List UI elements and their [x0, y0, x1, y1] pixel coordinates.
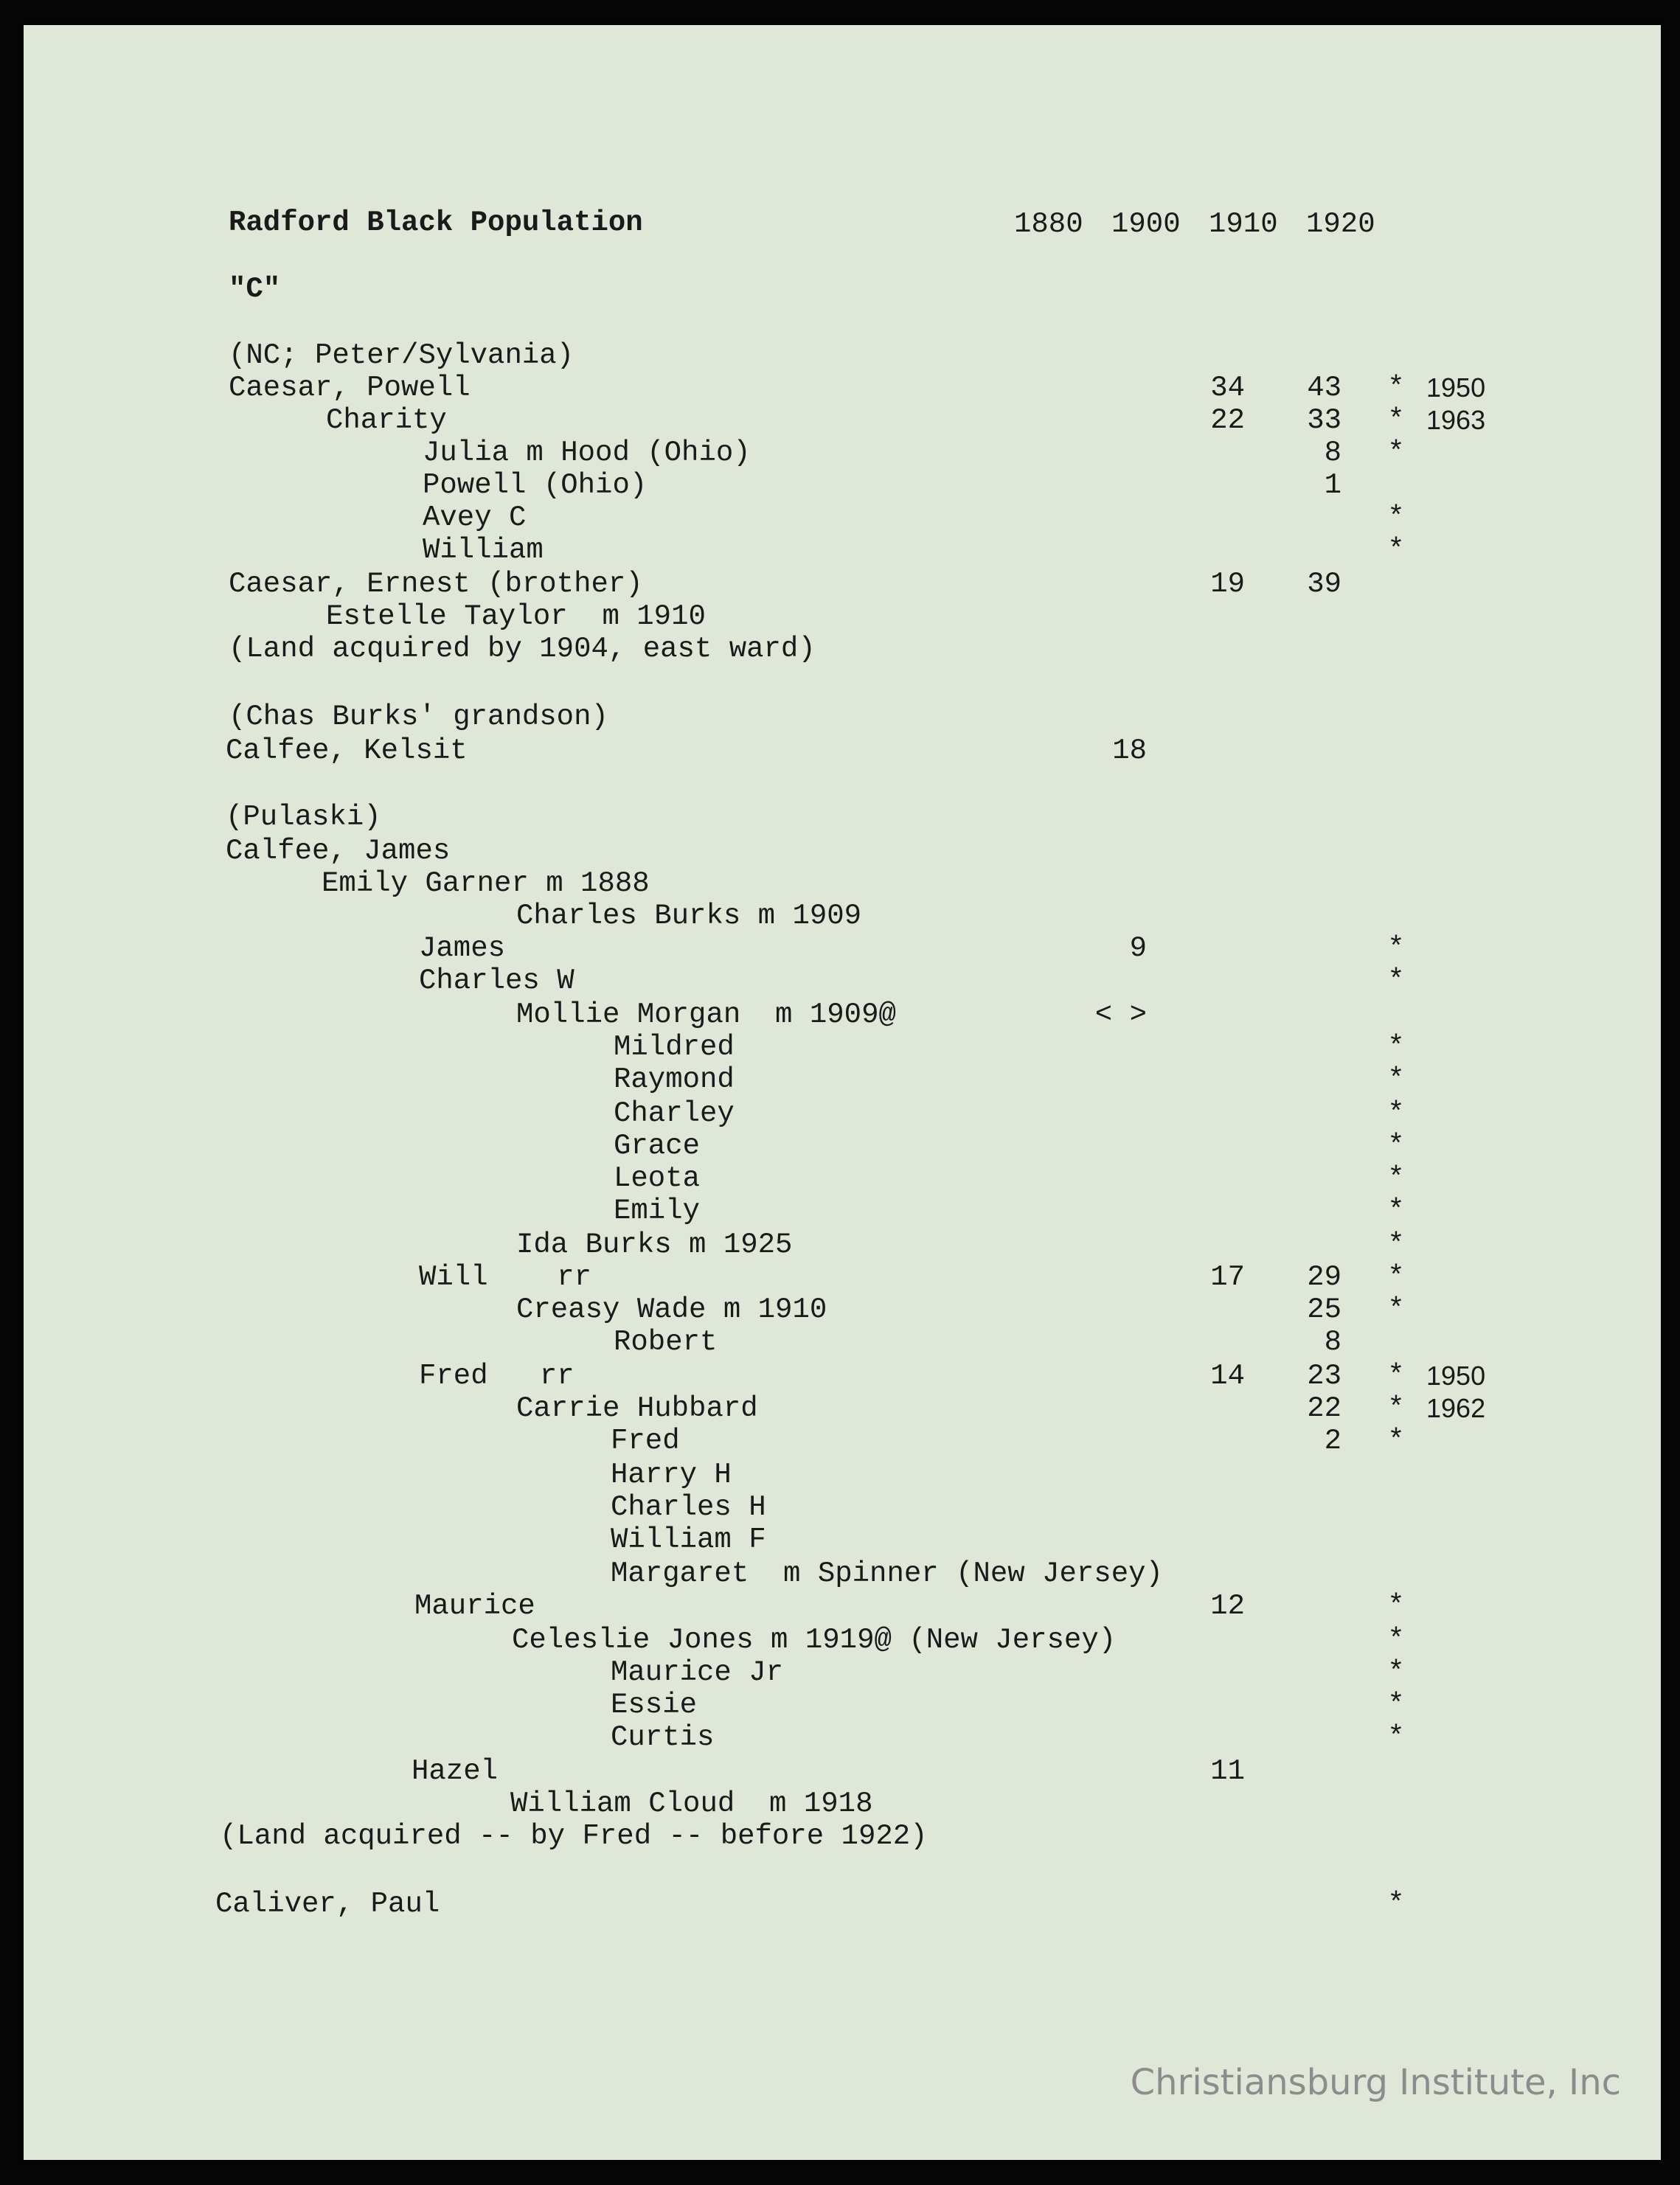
entry-text: Ida Burks m 1925	[516, 1229, 793, 1261]
entry-text: Fred	[611, 1425, 680, 1457]
value-1910: 12	[1210, 1590, 1245, 1622]
entry-text: Curtis	[611, 1721, 715, 1754]
asterisk-mark: *	[1387, 1130, 1405, 1162]
entry-text: (Chas Burks' grandson)	[229, 701, 608, 733]
entry-text: Julia m Hood (Ohio)	[423, 437, 751, 469]
entry-text: (Land acquired -- by Fred -- before 1922)	[220, 1820, 928, 1852]
entry-text: Calfee, Kelsit	[226, 734, 468, 767]
later-year: 1963	[1426, 405, 1486, 435]
year-header-1920: 1920	[1306, 208, 1375, 240]
entry-text: Emily	[614, 1195, 701, 1227]
page-title: Radford Black Population	[229, 206, 643, 239]
asterisk-mark: *	[1387, 932, 1405, 965]
entry-text: William	[423, 534, 544, 566]
asterisk-mark: *	[1387, 1888, 1405, 1920]
year-header-1910: 1910	[1209, 208, 1278, 240]
value-1920: 25	[1307, 1293, 1341, 1326]
entry-text: Mollie Morgan m 1909@	[516, 998, 896, 1031]
asterisk-mark: *	[1387, 1261, 1405, 1293]
asterisk-mark: *	[1387, 1293, 1405, 1326]
asterisk-mark: *	[1387, 1031, 1405, 1063]
entry-text: Caesar, Powell	[229, 372, 471, 404]
asterisk-mark: *	[1387, 1195, 1405, 1227]
asterisk-mark: *	[1387, 372, 1405, 404]
entry-text: Charles H	[611, 1491, 766, 1524]
entry-text: William Cloud m 1918	[510, 1788, 873, 1820]
asterisk-mark: *	[1387, 1721, 1405, 1754]
entry-text: Hazel	[412, 1755, 499, 1788]
value-1900: < >	[1094, 998, 1147, 1031]
entry-text: Will rr	[419, 1261, 592, 1293]
entry-text: Maurice Jr	[611, 1656, 784, 1689]
year-header-1880: 1880	[1014, 208, 1083, 240]
year-header-1900: 1900	[1111, 208, 1181, 240]
value-1920: 1	[1324, 469, 1341, 501]
asterisk-mark: *	[1387, 1425, 1405, 1457]
asterisk-mark: *	[1387, 1624, 1405, 1656]
asterisk-mark: *	[1387, 1689, 1405, 1721]
asterisk-mark: *	[1387, 1360, 1405, 1392]
entry-text: (Land acquired by 1904, east ward)	[229, 633, 816, 665]
entry-text: Charley	[614, 1097, 735, 1130]
entry-text: William F	[611, 1524, 766, 1556]
asterisk-mark: *	[1387, 1590, 1405, 1622]
entry-text: Charles W	[419, 965, 575, 997]
value-1910: 19	[1210, 568, 1245, 600]
value-1910: 22	[1210, 404, 1245, 437]
entry-text: Grace	[614, 1130, 701, 1162]
entry-text: Calfee, James	[226, 835, 451, 867]
value-1920: 2	[1324, 1425, 1341, 1457]
later-year: 1950	[1426, 372, 1486, 403]
entry-text: Essie	[611, 1689, 698, 1721]
asterisk-mark: *	[1387, 1097, 1405, 1130]
entry-text: Mildred	[614, 1031, 735, 1063]
asterisk-mark: *	[1387, 1392, 1405, 1425]
asterisk-mark: *	[1387, 1229, 1405, 1261]
entry-text: Charles Burks m 1909	[516, 900, 862, 932]
value-1920: 39	[1307, 568, 1341, 600]
value-1910: 34	[1210, 372, 1245, 404]
asterisk-mark: *	[1387, 1162, 1405, 1195]
asterisk-mark: *	[1387, 965, 1405, 997]
entry-text: Estelle Taylor m 1910	[326, 600, 706, 633]
value-1920: 8	[1324, 437, 1341, 469]
entry-text: Creasy Wade m 1910	[516, 1293, 827, 1326]
section-letter: "C"	[229, 273, 281, 305]
value-1910: 17	[1210, 1261, 1245, 1293]
entry-text: Celeslie Jones m 1919@ (New Jersey)	[512, 1624, 1117, 1656]
entry-text: Powell (Ohio)	[423, 469, 648, 501]
asterisk-mark: *	[1387, 1656, 1405, 1689]
later-year: 1962	[1426, 1393, 1486, 1423]
entry-text: Caesar, Ernest (brother)	[229, 568, 643, 600]
entry-text: Harry H	[611, 1459, 732, 1491]
value-1900: 9	[1129, 932, 1147, 965]
value-1900: 18	[1112, 734, 1147, 767]
entry-text: Raymond	[614, 1063, 735, 1096]
entry-text: Caliver, Paul	[215, 1888, 440, 1920]
entry-text: Avey C	[423, 501, 527, 534]
asterisk-mark: *	[1387, 1063, 1405, 1096]
asterisk-mark: *	[1387, 534, 1405, 566]
value-1920: 43	[1307, 372, 1341, 404]
asterisk-mark: *	[1387, 437, 1405, 469]
asterisk-mark: *	[1387, 501, 1405, 534]
value-1920: 29	[1307, 1261, 1341, 1293]
entry-text: Fred rr	[419, 1360, 575, 1392]
value-1920: 33	[1307, 404, 1341, 437]
entry-text: Margaret m Spinner (New Jersey)	[611, 1557, 1163, 1590]
entry-text: Carrie Hubbard	[516, 1392, 758, 1425]
asterisk-mark: *	[1387, 404, 1405, 437]
entry-text: Charity	[326, 404, 447, 437]
entry-text: Maurice	[414, 1590, 535, 1622]
entry-text: Leota	[614, 1162, 701, 1195]
value-1910: 14	[1210, 1360, 1245, 1392]
entry-text: Robert	[614, 1326, 718, 1358]
watermark: Christiansburg Institute, Inc	[1130, 2062, 1621, 2103]
entry-text: (NC; Peter/Sylvania)	[229, 339, 575, 372]
entry-text: Emily Garner m 1888	[322, 867, 650, 900]
later-year: 1950	[1426, 1361, 1486, 1391]
value-1920: 23	[1307, 1360, 1341, 1392]
value-1910: 11	[1210, 1755, 1245, 1788]
entry-text: James	[419, 932, 506, 965]
value-1920: 22	[1307, 1392, 1341, 1425]
value-1920: 8	[1324, 1326, 1341, 1358]
entry-text: (Pulaski)	[226, 801, 381, 833]
document-page	[24, 25, 1661, 2160]
